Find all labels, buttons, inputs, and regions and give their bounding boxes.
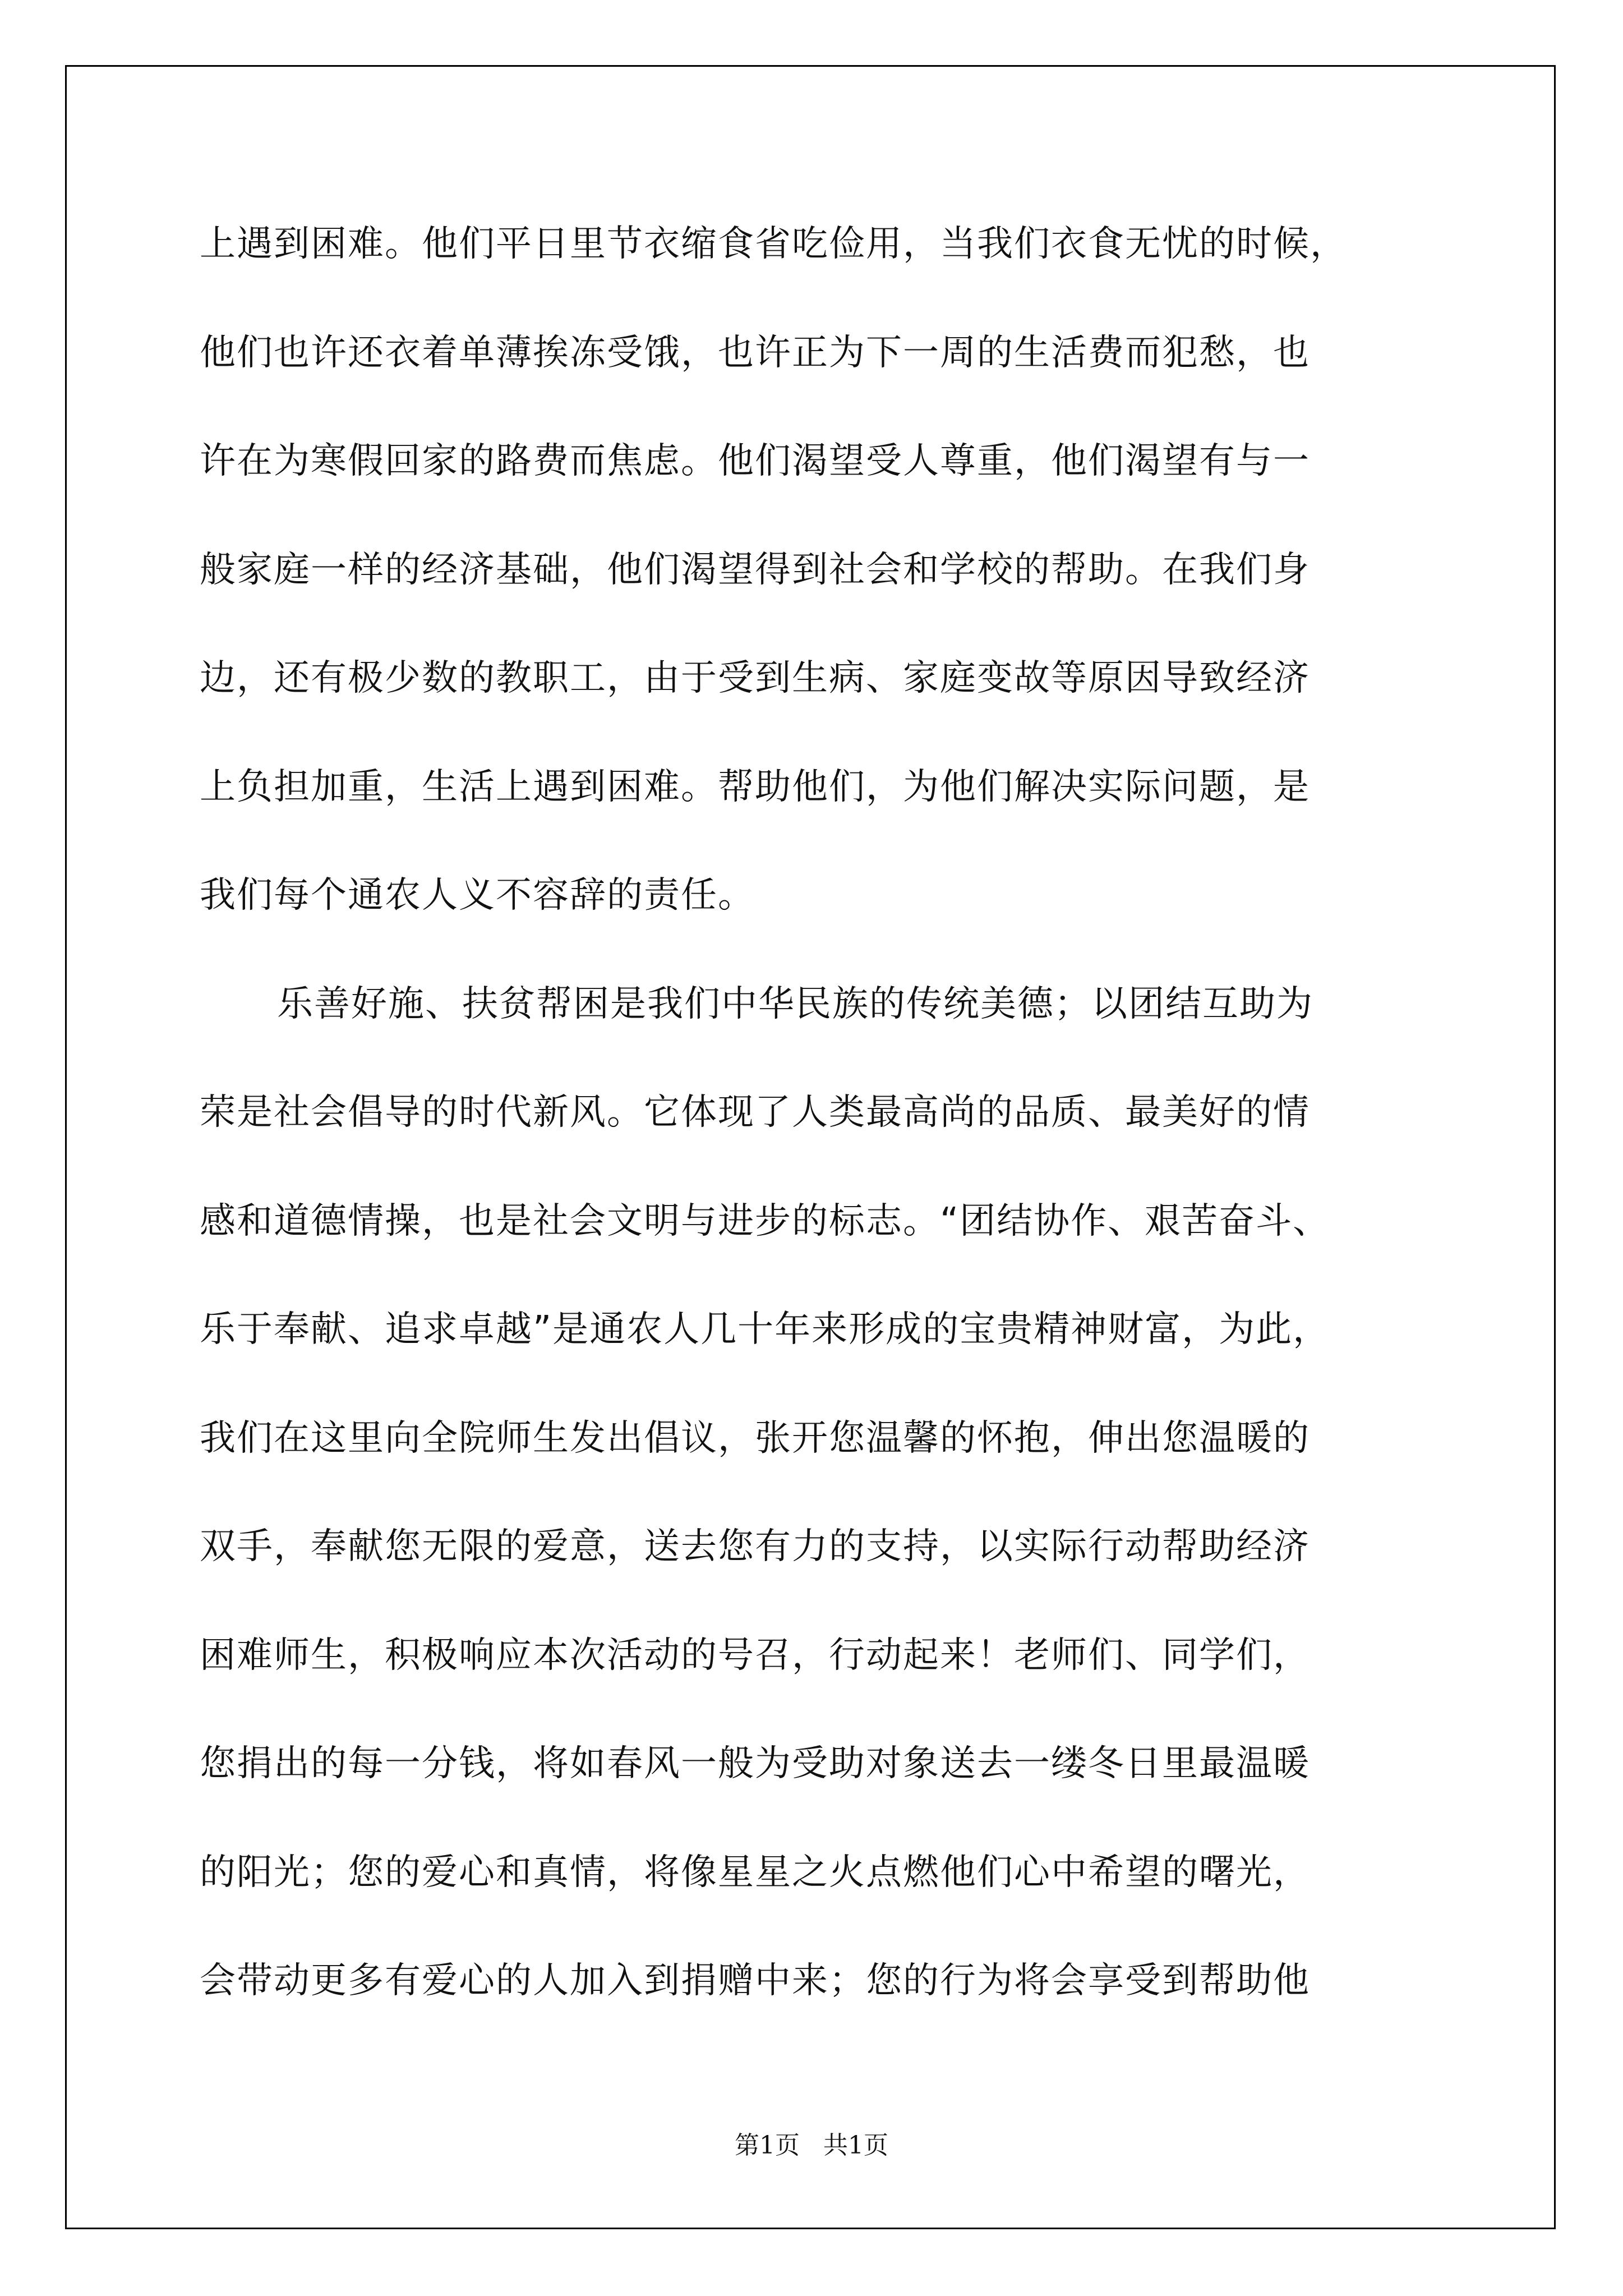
paragraph-2-line-8: 您捐出的每一分钱，将如春风一般为受助对象送去一缕冬日里最温暖 — [200, 1743, 1310, 1784]
paragraph-2-line-10: 会带动更多有爱心的人加入到捐赠中来；您的行为将会享受到帮助他 — [200, 1960, 1310, 2001]
paragraph-2-line-4: 乐于奉献、追求卓越”是通农人几十年来形成的宝贵精神财富，为此， — [200, 1309, 1330, 1350]
page-border — [65, 65, 1556, 2229]
paragraph-2-line-1: 乐善好施、扶贫帮困是我们中华民族的传统美德；以团结互助为 — [277, 983, 1313, 1025]
paragraph-1-line-4: 般家庭一样的经济基础，他们渴望得到社会和学校的帮助。在我们身 — [200, 549, 1310, 591]
paragraph-1-line-2: 他们也许还衣着单薄挨冻受饿，也许正为下一周的生活费而犯愁，也 — [200, 332, 1310, 374]
paragraph-1-line-6: 上负担加重，生活上遇到困难。帮助他们，为他们解决实际问题，是 — [200, 766, 1310, 808]
paragraph-2-line-6: 双手，奉献您无限的爱意，送去您有力的支持，以实际行动帮助经济 — [200, 1526, 1310, 1567]
paragraph-2-line-2: 荣是社会倡导的时代新风。它体现了人类最高尚的品质、最美好的情 — [200, 1092, 1310, 1133]
paragraph-1-line-3: 许在为寒假回家的路费而焦虑。他们渴望受人尊重，他们渴望有与一 — [200, 440, 1310, 482]
paragraph-1-line-7: 我们每个通农人义不容辞的责任。 — [200, 875, 755, 916]
page-number-footer: 第1页 共1页 — [735, 2131, 888, 2160]
paragraph-2-line-3: 感和道德情操，也是社会文明与进步的标志。“团结协作、艰苦奋斗、 — [200, 1200, 1330, 1242]
paragraph-2-line-7: 困难师生，积极响应本次活动的号召，行动起来！老师们、同学们， — [200, 1635, 1310, 1676]
paragraph-1-line-1: 上遇到困难。他们平日里节衣缩食省吃俭用，当我们衣食无忧的时候， — [200, 223, 1347, 265]
paragraph-1-line-5: 边，还有极少数的教职工，由于受到生病、家庭变故等原因导致经济 — [200, 657, 1310, 699]
paragraph-2-line-5: 我们在这里向全院师生发出倡议，张开您温馨的怀抱，伸出您温暖的 — [200, 1418, 1310, 1459]
paragraph-2-line-9: 的阳光；您的爱心和真情，将像星星之火点燃他们心中希望的曙光， — [200, 1852, 1310, 1893]
